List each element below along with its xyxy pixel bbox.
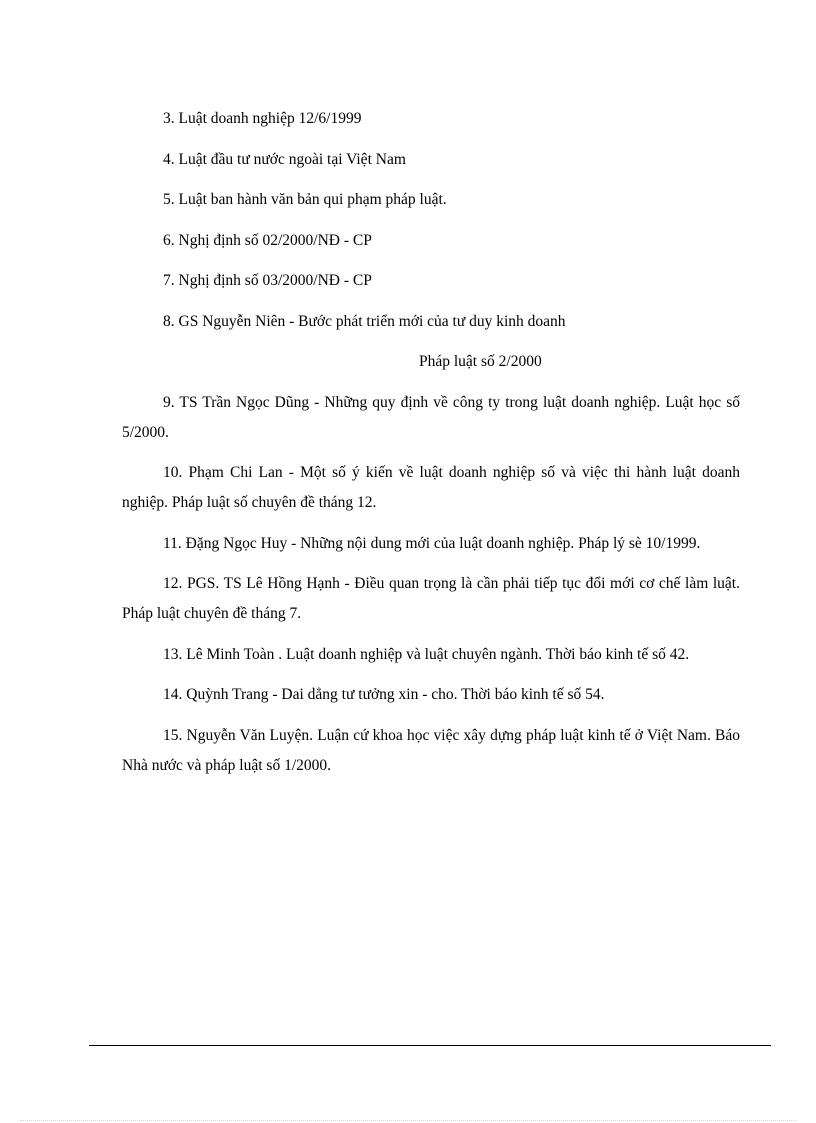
reference-item-13: 13. Lê Minh Toàn . Luật doanh nghiệp và luật chuyên ngành. Thời báo kinh tế số 42. (163, 645, 690, 663)
reference-item-11: 11. Đặng Ngọc Huy - Những nội dung mới của luật doanh nghiệp. Pháp lý sè 10/1999. (163, 534, 701, 552)
reference-item-3: 3. Luật doanh nghiệp 12/6/1999 (163, 110, 362, 127)
reference-item-14: 14. Quỳnh Trang - Dai dẳng tư tưởng xin - cho. Thời báo kinh tế số 54. (163, 686, 605, 703)
reference-item-15: 15. Nguyễn Văn Luyện. Luận cứ khoa học việc xây dựng pháp luật kinh tế ở Việt Nam. Báo Nhà nước và pháp luật số 1/2000. (122, 726, 740, 774)
footer-divider (89, 1045, 771, 1046)
reference-item-7: 7. Nghị định số 03/2000/NĐ - CP (163, 272, 372, 289)
reference-list (122, 104, 740, 791)
reference-item-6: 6. Nghị định số 02/2000/NĐ - CP (163, 231, 372, 249)
reference-item-8: 8. GS Nguyễn Niên - Bước phát triển mới của tư duy kinh doanh (163, 312, 566, 330)
reference-item-12: 12. PGS. TS Lê Hồng Hạnh - Điều quan trọng là cần phải tiếp tục đổi mới cơ chế làm luật. Pháp luật chuyên đề tháng 7. (122, 575, 740, 622)
reference-item-9: 9. TS Trần Ngọc Dũng - Những quy định về công ty trong luật doanh nghiệp. Luật học số 5/2000. (122, 393, 740, 441)
page-edge-divider (20, 1120, 796, 1121)
reference-item-8-source: Pháp luật số 2/2000 (419, 353, 542, 370)
reference-item-4: 4. Luật đầu tư nước ngoài tại Việt Nam (163, 150, 406, 168)
reference-item-5: 5. Luật ban hành văn bản qui phạm pháp luật. (163, 191, 447, 208)
reference-item-10: 10. Phạm Chi Lan - Một số ý kiến về luật doanh nghiệp số và việc thi hành luật doanh nghiệp. Pháp luật số chuyên đề tháng 12. (122, 464, 740, 511)
